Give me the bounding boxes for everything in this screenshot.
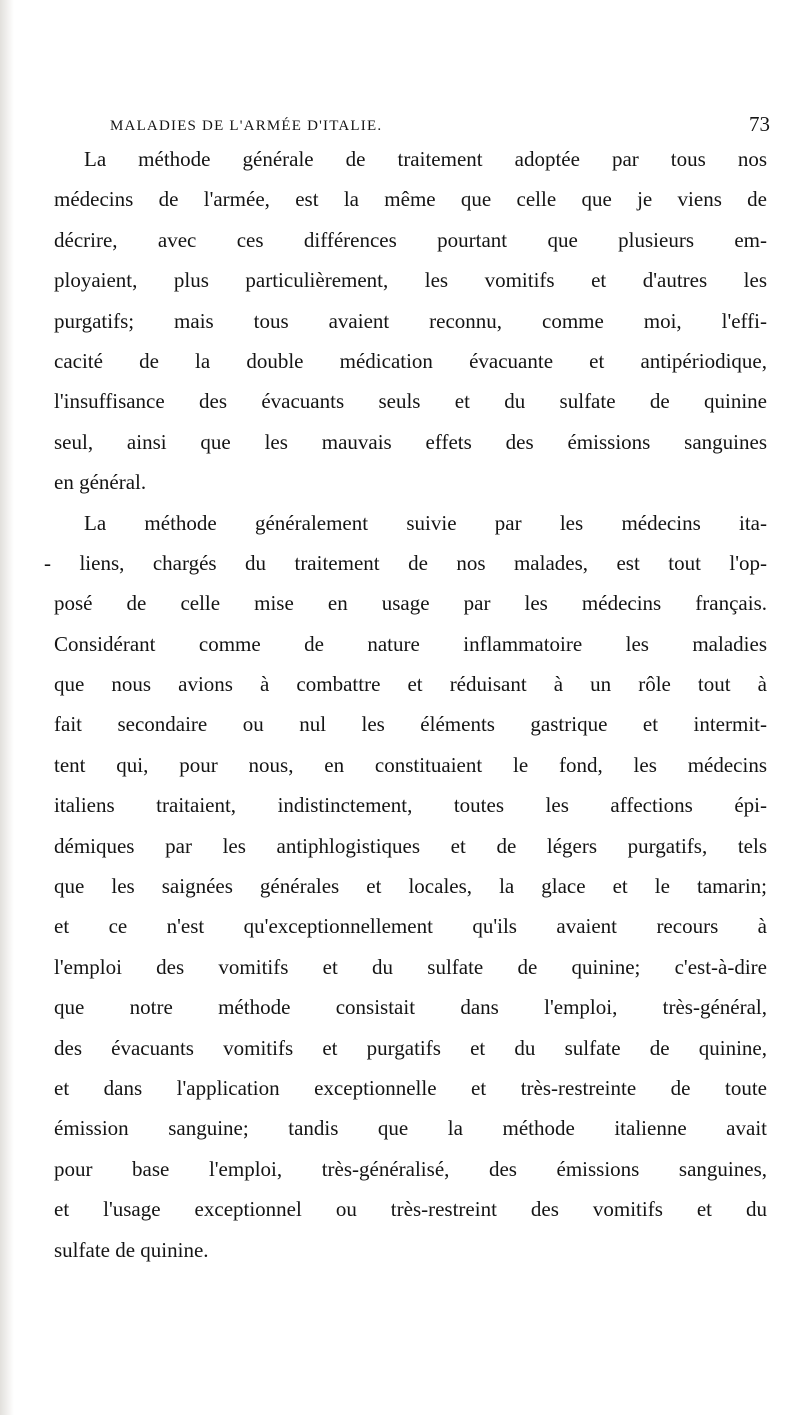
text-line: en général. bbox=[54, 470, 147, 495]
text-line: l'insuffisance des évacuants seuls et du sulfate de quinine bbox=[54, 389, 767, 414]
page-number: 73 bbox=[749, 112, 770, 136]
text-line: que nous avions à combattre et réduisant à un rôle tout à bbox=[54, 672, 767, 697]
text-line: que les saignées générales et locales, la glace et le tamarin; bbox=[54, 874, 767, 899]
text-line: - liens, chargés du traitement de nos malades, est tout l'op- bbox=[44, 550, 767, 575]
text-line: et l'usage exceptionnel ou très-restreint des vomitifs et du bbox=[54, 1197, 767, 1222]
text-line: posé de celle mise en usage par les médecins français. bbox=[54, 591, 767, 616]
text-line: décrire, avec ces différences pourtant que plusieurs em- bbox=[54, 227, 767, 252]
page-gutter-shadow bbox=[0, 0, 14, 1415]
text-line: tent qui, pour nous, en constituaient le fond, les médecins bbox=[54, 752, 767, 777]
text-line: médecins de l'armée, est la même que celle que je viens de bbox=[54, 187, 767, 212]
text-line: sulfate de quinine. bbox=[54, 1237, 209, 1262]
text-line: cacité de la double médication évacuante et antipériodique, bbox=[54, 348, 767, 373]
running-head: MALADIES DE L'ARMÉE D'ITALIE. bbox=[110, 118, 383, 134]
text-line: que notre méthode consistait dans l'emploi, très-général, bbox=[54, 995, 767, 1020]
page-header bbox=[110, 112, 770, 142]
text-line: italiens traitaient, indistinctement, toutes les affections épi- bbox=[54, 793, 767, 818]
text-line: l'emploi des vomitifs et du sulfate de quinine; c'est-à-dire bbox=[54, 954, 767, 979]
text-line: fait secondaire ou nul les éléments gastrique et intermit- bbox=[54, 712, 767, 737]
text-line: Considérant comme de nature inflammatoire les maladies bbox=[54, 631, 767, 656]
text-line: La méthode générale de traitement adoptée par tous nos bbox=[84, 147, 767, 171]
text-line: des évacuants vomitifs et purgatifs et du sulfate de quinine, bbox=[54, 1035, 767, 1060]
text-line: démiques par les antiphlogistiques et de légers purgatifs, tels bbox=[54, 833, 767, 858]
text-line: et ce n'est qu'exceptionnellement qu'ils avaient recours à bbox=[54, 914, 767, 939]
text-line: pour base l'emploi, très-généralisé, des émissions sanguines, bbox=[54, 1156, 767, 1181]
text-line: purgatifs; mais tous avaient reconnu, comme moi, l'effi- bbox=[54, 308, 767, 333]
text-line: seul, ainsi que les mauvais effets des émissions sanguines bbox=[54, 429, 767, 454]
body-text bbox=[44, 139, 767, 1270]
text-line: ployaient, plus particulièrement, les vomitifs et d'autres les bbox=[54, 268, 767, 293]
text-line: La méthode généralement suivie par les médecins ita- bbox=[84, 510, 767, 535]
text-line: et dans l'application exceptionnelle et très-restreinte de toute bbox=[54, 1075, 767, 1100]
text-line: émission sanguine; tandis que la méthode italienne avait bbox=[54, 1116, 767, 1141]
